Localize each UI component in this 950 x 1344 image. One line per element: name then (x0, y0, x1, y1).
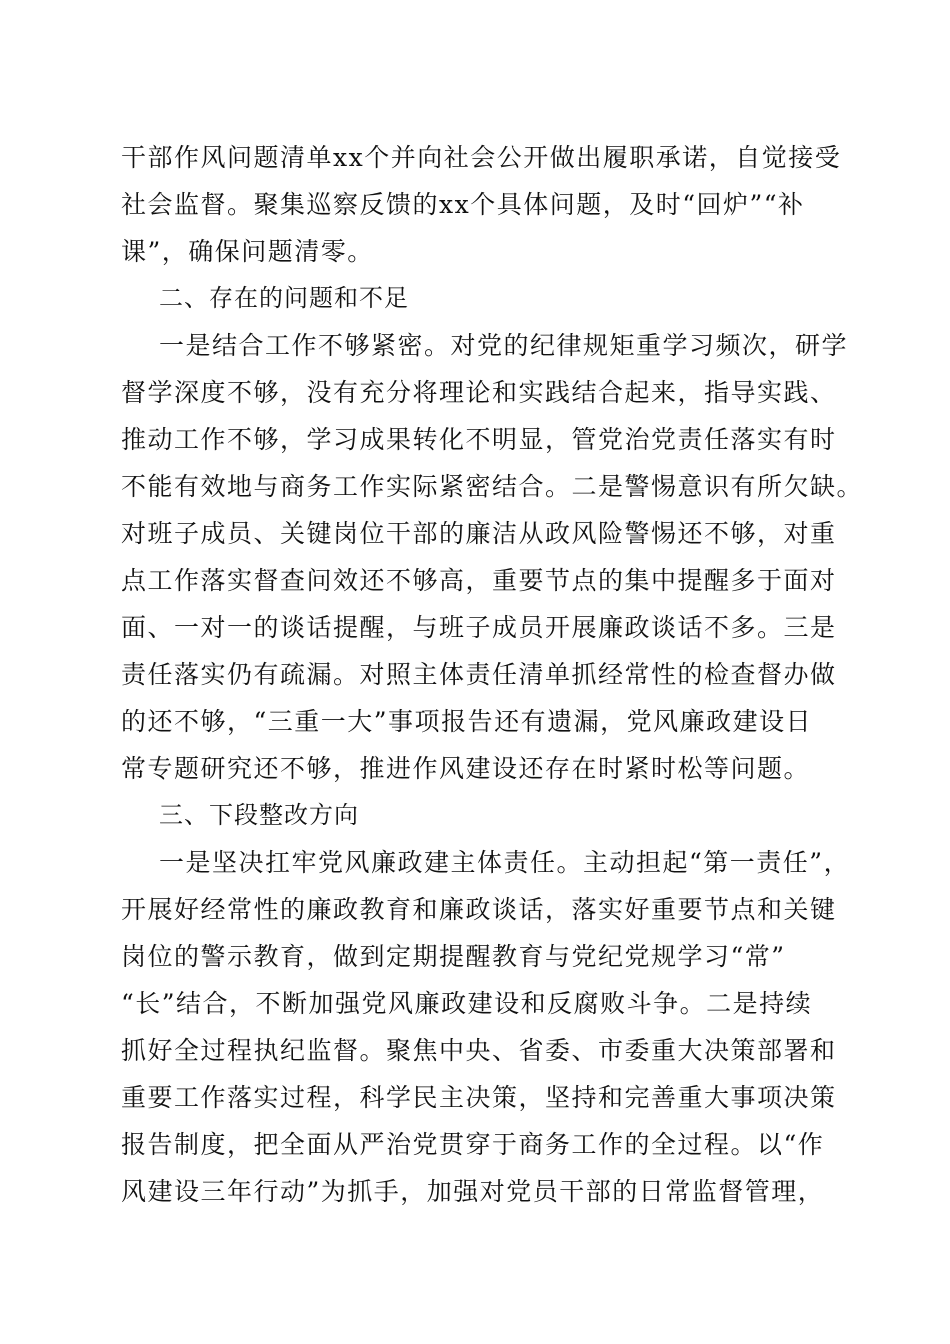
body-line: 点工作落实督查问效还不够高，重要节点的集中提醒多于面对 (121, 566, 837, 595)
body-line: 报告制度，把全面从严治党贯穿于商务工作的全过程。以“作 (121, 1130, 825, 1159)
body-line: 对班子成员、关键岗位干部的廉洁从政风险警惕还不够，对重 (121, 519, 837, 548)
body-line: 推动工作不够，学习成果转化不明显，管党治党责任落实有时 (121, 425, 837, 454)
body-line: 责任落实仍有疏漏。对照主体责任清单抓经常性的检查督办做 (121, 660, 837, 689)
document-body (121, 134, 864, 1215)
body-line: 重要工作落实过程，科学民主决策，坚持和完善重大事项决策 (121, 1083, 837, 1112)
section-heading-problems: 二、存在的问题和不足 (159, 284, 409, 312)
body-line: 抓好全过程执纪监督。聚焦中央、省委、市委重大决策部署和 (121, 1036, 837, 1065)
body-line: 课”，确保问题清零。 (121, 237, 374, 266)
body-line: 一是结合工作不够紧密。对党的纪律规矩重学习频次，研学 (159, 331, 849, 360)
body-line: 干部作风问题清单xx个并向社会公开做出履职承诺，自觉接受 (121, 143, 842, 172)
body-line: “长”结合，不断加强党风廉政建设和反腐败斗争。二是持续 (121, 989, 813, 1018)
body-line: 风建设三年行动”为抓手，加强对党员干部的日常监督管理， (121, 1177, 825, 1206)
body-line: 面、一对一的谈话提醒，与班子成员开展廉政谈话不多。三是 (121, 613, 837, 642)
body-line: 不能有效地与商务工作实际紧密结合。二是警惕意识有所欠缺。 (121, 472, 864, 501)
body-line: 一是坚决扛牢党风廉政建主体责任。主动担起“第一责任”， (159, 848, 851, 877)
section-heading-rectification: 三、下段整改方向 (159, 801, 359, 829)
body-line: 岗位的警示教育，做到定期提醒教育与党纪党规学习“常” (121, 942, 786, 971)
body-line: 开展好经常性的廉政教育和廉政谈话，落实好重要节点和关键 (121, 895, 837, 924)
body-line: 社会监督。聚集巡察反馈的xx个具体问题，及时“回炉”“补 (121, 190, 805, 219)
body-line: 督学深度不够，没有充分将理论和实践结合起来，指导实践、 (121, 378, 837, 407)
body-line: 常专题研究还不够，推进作风建设还存在时紧时松等问题。 (121, 754, 811, 783)
body-line: 的还不够，“三重一大”事项报告还有遗漏，党风廉政建设日 (121, 707, 813, 736)
